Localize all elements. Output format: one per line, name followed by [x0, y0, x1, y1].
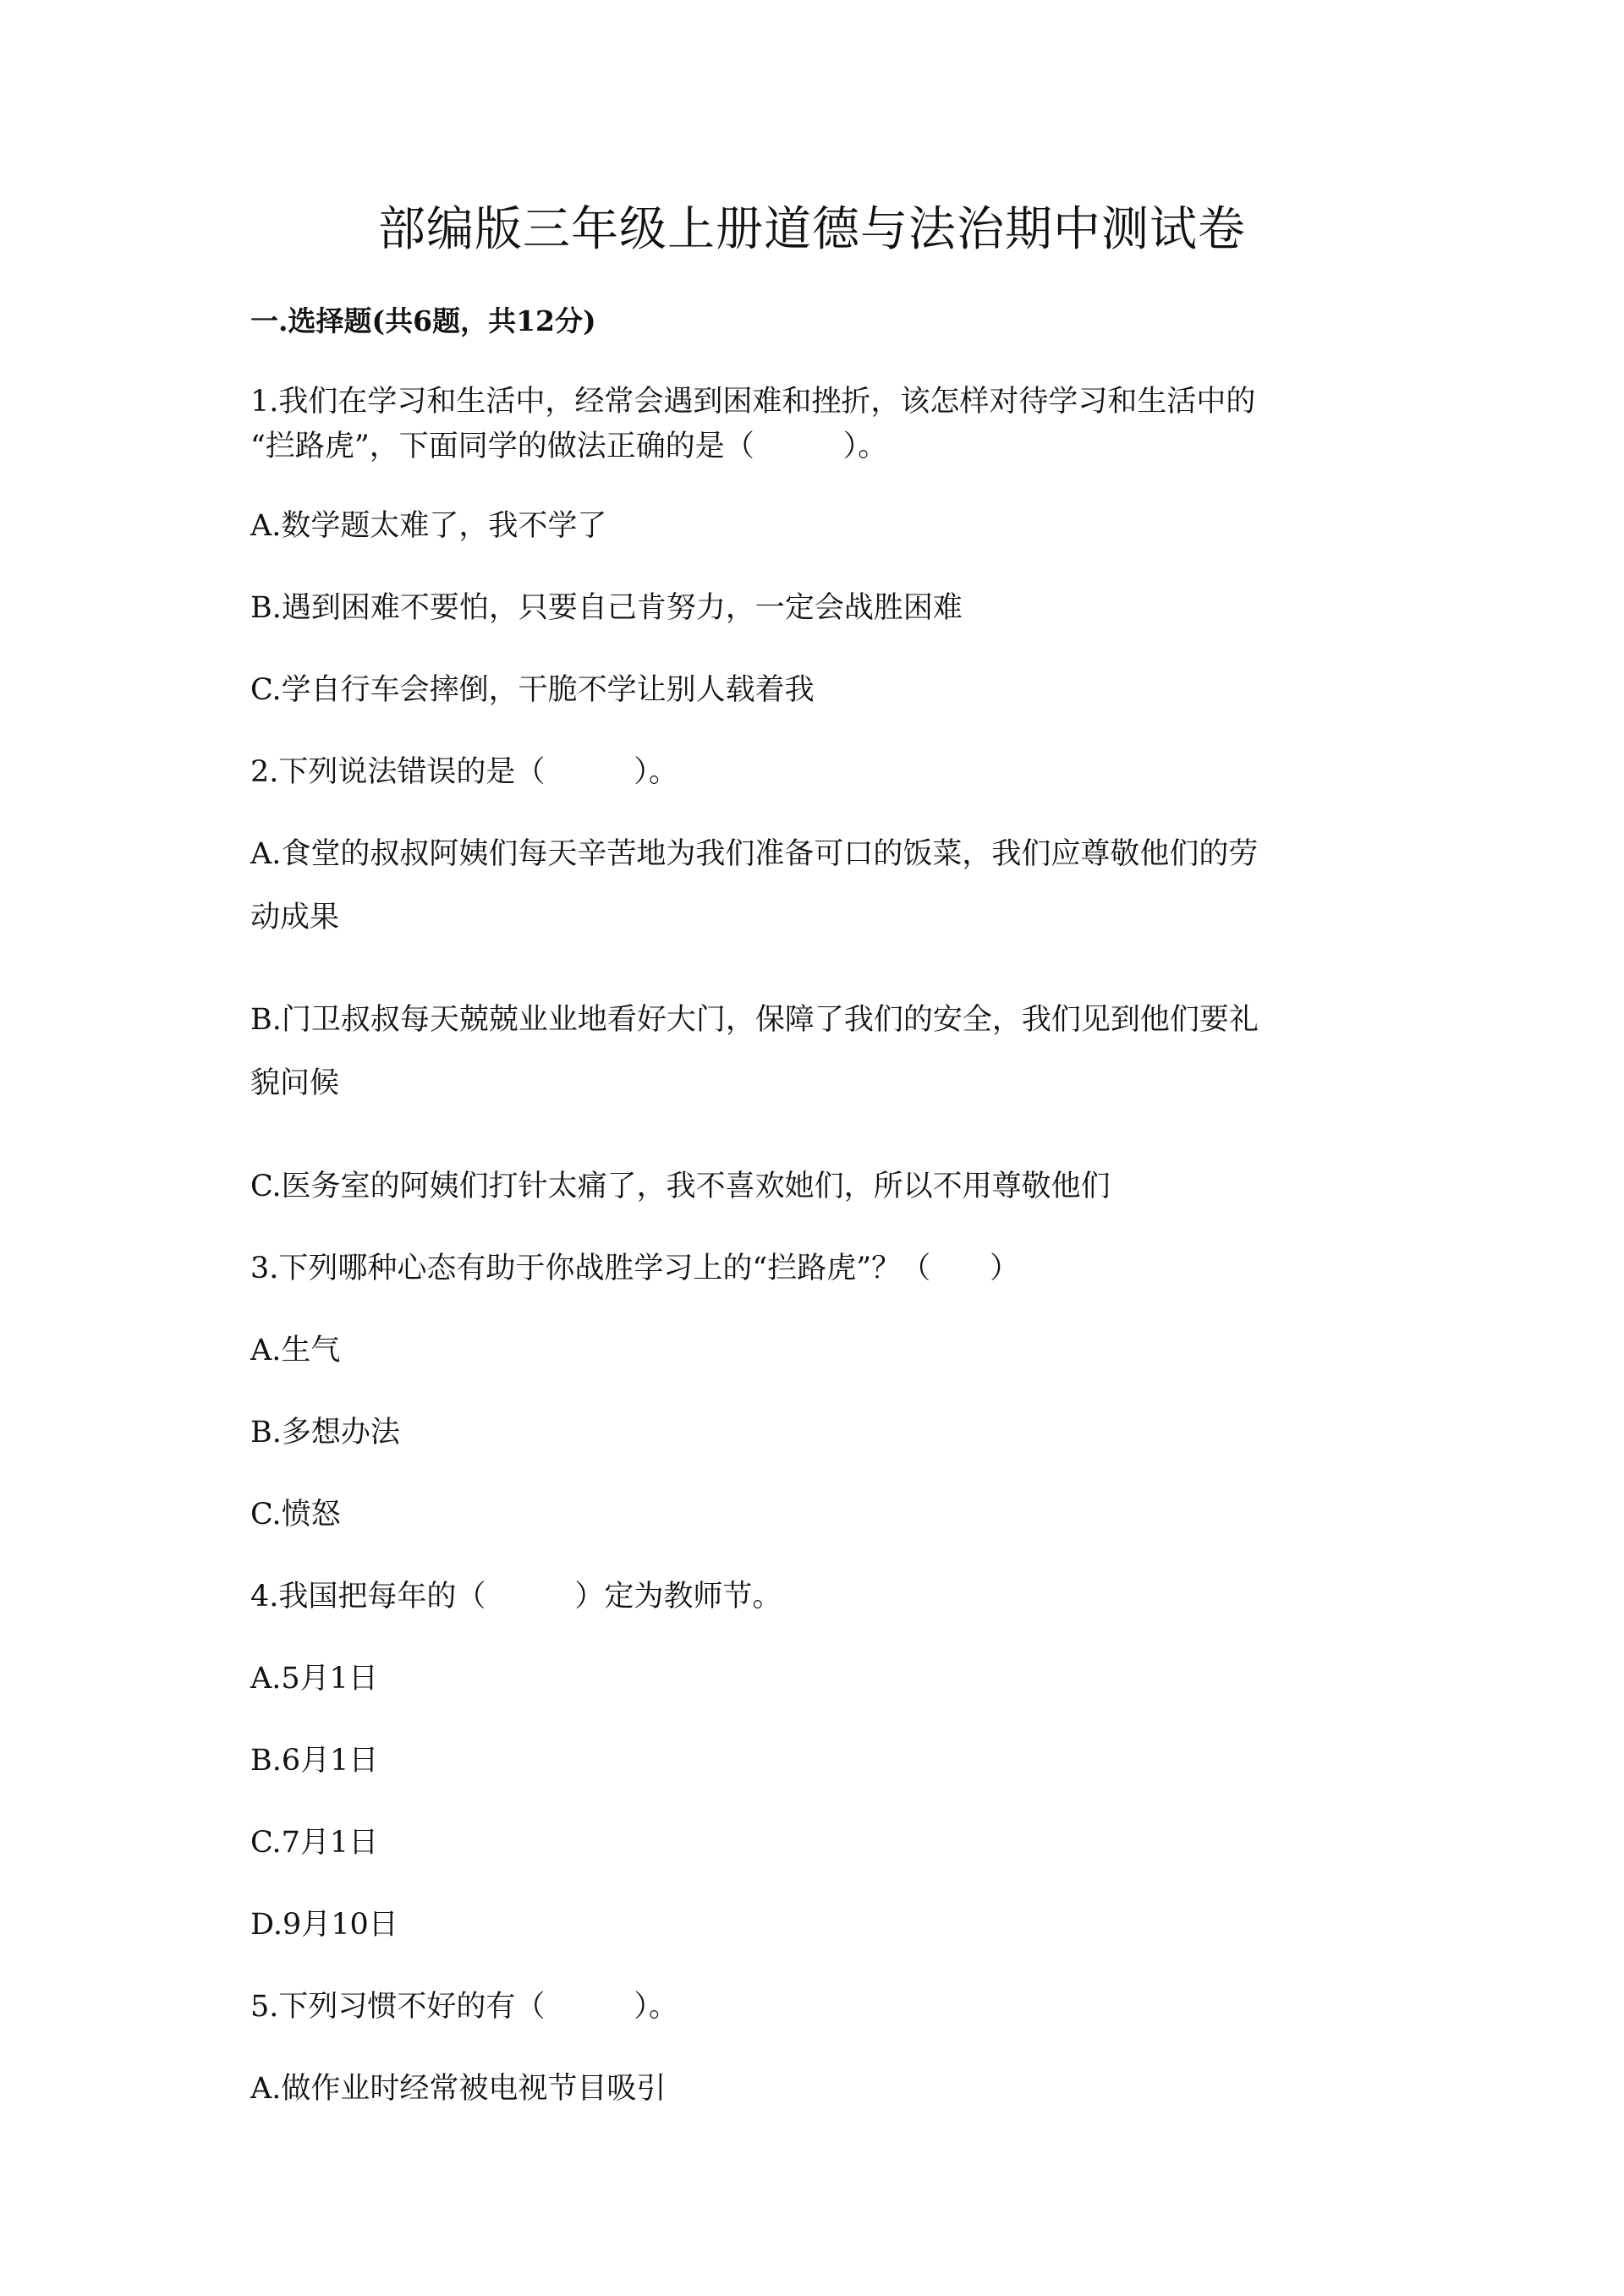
section-heading: 一.选择题(共6题，共12分) [250, 304, 596, 337]
question-3-option-c: C.愤怒 [250, 1498, 341, 1532]
question-1-stem-line-1: 1.我们在学习和生活中，经常会遇到困难和挫折，该怎样对待学习和生活中的 [250, 385, 1256, 419]
question-2-option-b-line-2: 貌问候 [250, 1066, 340, 1100]
question-5-option-a: A.做作业时经常被电视节目吸引 [250, 2072, 667, 2106]
question-2-option-a-line-1: A.食堂的叔叔阿姨们每天辛苦地为我们准备可口的饭菜，我们应尊敬他们的劳 [250, 837, 1259, 871]
question-3-option-b: B.多想办法 [250, 1416, 400, 1449]
question-2-stem: 2.下列说法错误的是（ ）。 [250, 755, 678, 789]
question-4-option-a: A.5月1日 [250, 1662, 378, 1696]
question-3-stem: 3.下列哪种心态有助于你战胜学习上的“拦路虎”？（ ） [250, 1252, 1020, 1285]
question-1-option-a: A.数学题太难了，我不学了 [250, 509, 607, 543]
question-4-stem: 4.我国把每年的（ ）定为教师节。 [250, 1580, 782, 1614]
question-1-option-c: C.学自行车会摔倒，干脆不学让别人载着我 [250, 673, 815, 707]
question-3-option-a: A.生气 [250, 1334, 341, 1367]
question-4-option-b: B.6月1日 [250, 1744, 379, 1778]
question-2-option-c: C.医务室的阿姨们打针太痛了，我不喜欢她们，所以不用尊敬他们 [250, 1170, 1111, 1203]
question-1-stem-line-2: “拦路虎”，下面同学的做法正确的是（ ）。 [250, 430, 888, 463]
question-2-option-a-line-2: 动成果 [250, 901, 340, 934]
question-5-stem: 5.下列习惯不好的有（ ）。 [250, 1990, 678, 2024]
question-4-option-d: D.9月10日 [250, 1908, 398, 1942]
page-title: 部编版三年级上册道德与法治期中测试卷 [378, 202, 1246, 257]
question-1-option-b: B.遇到困难不要怕，只要自己肯努力，一定会战胜困难 [250, 591, 963, 625]
question-2-option-b-line-1: B.门卫叔叔每天兢兢业业地看好大门，保障了我们的安全，我们见到他们要礼 [250, 1003, 1259, 1037]
question-4-option-c: C.7月1日 [250, 1826, 379, 1860]
